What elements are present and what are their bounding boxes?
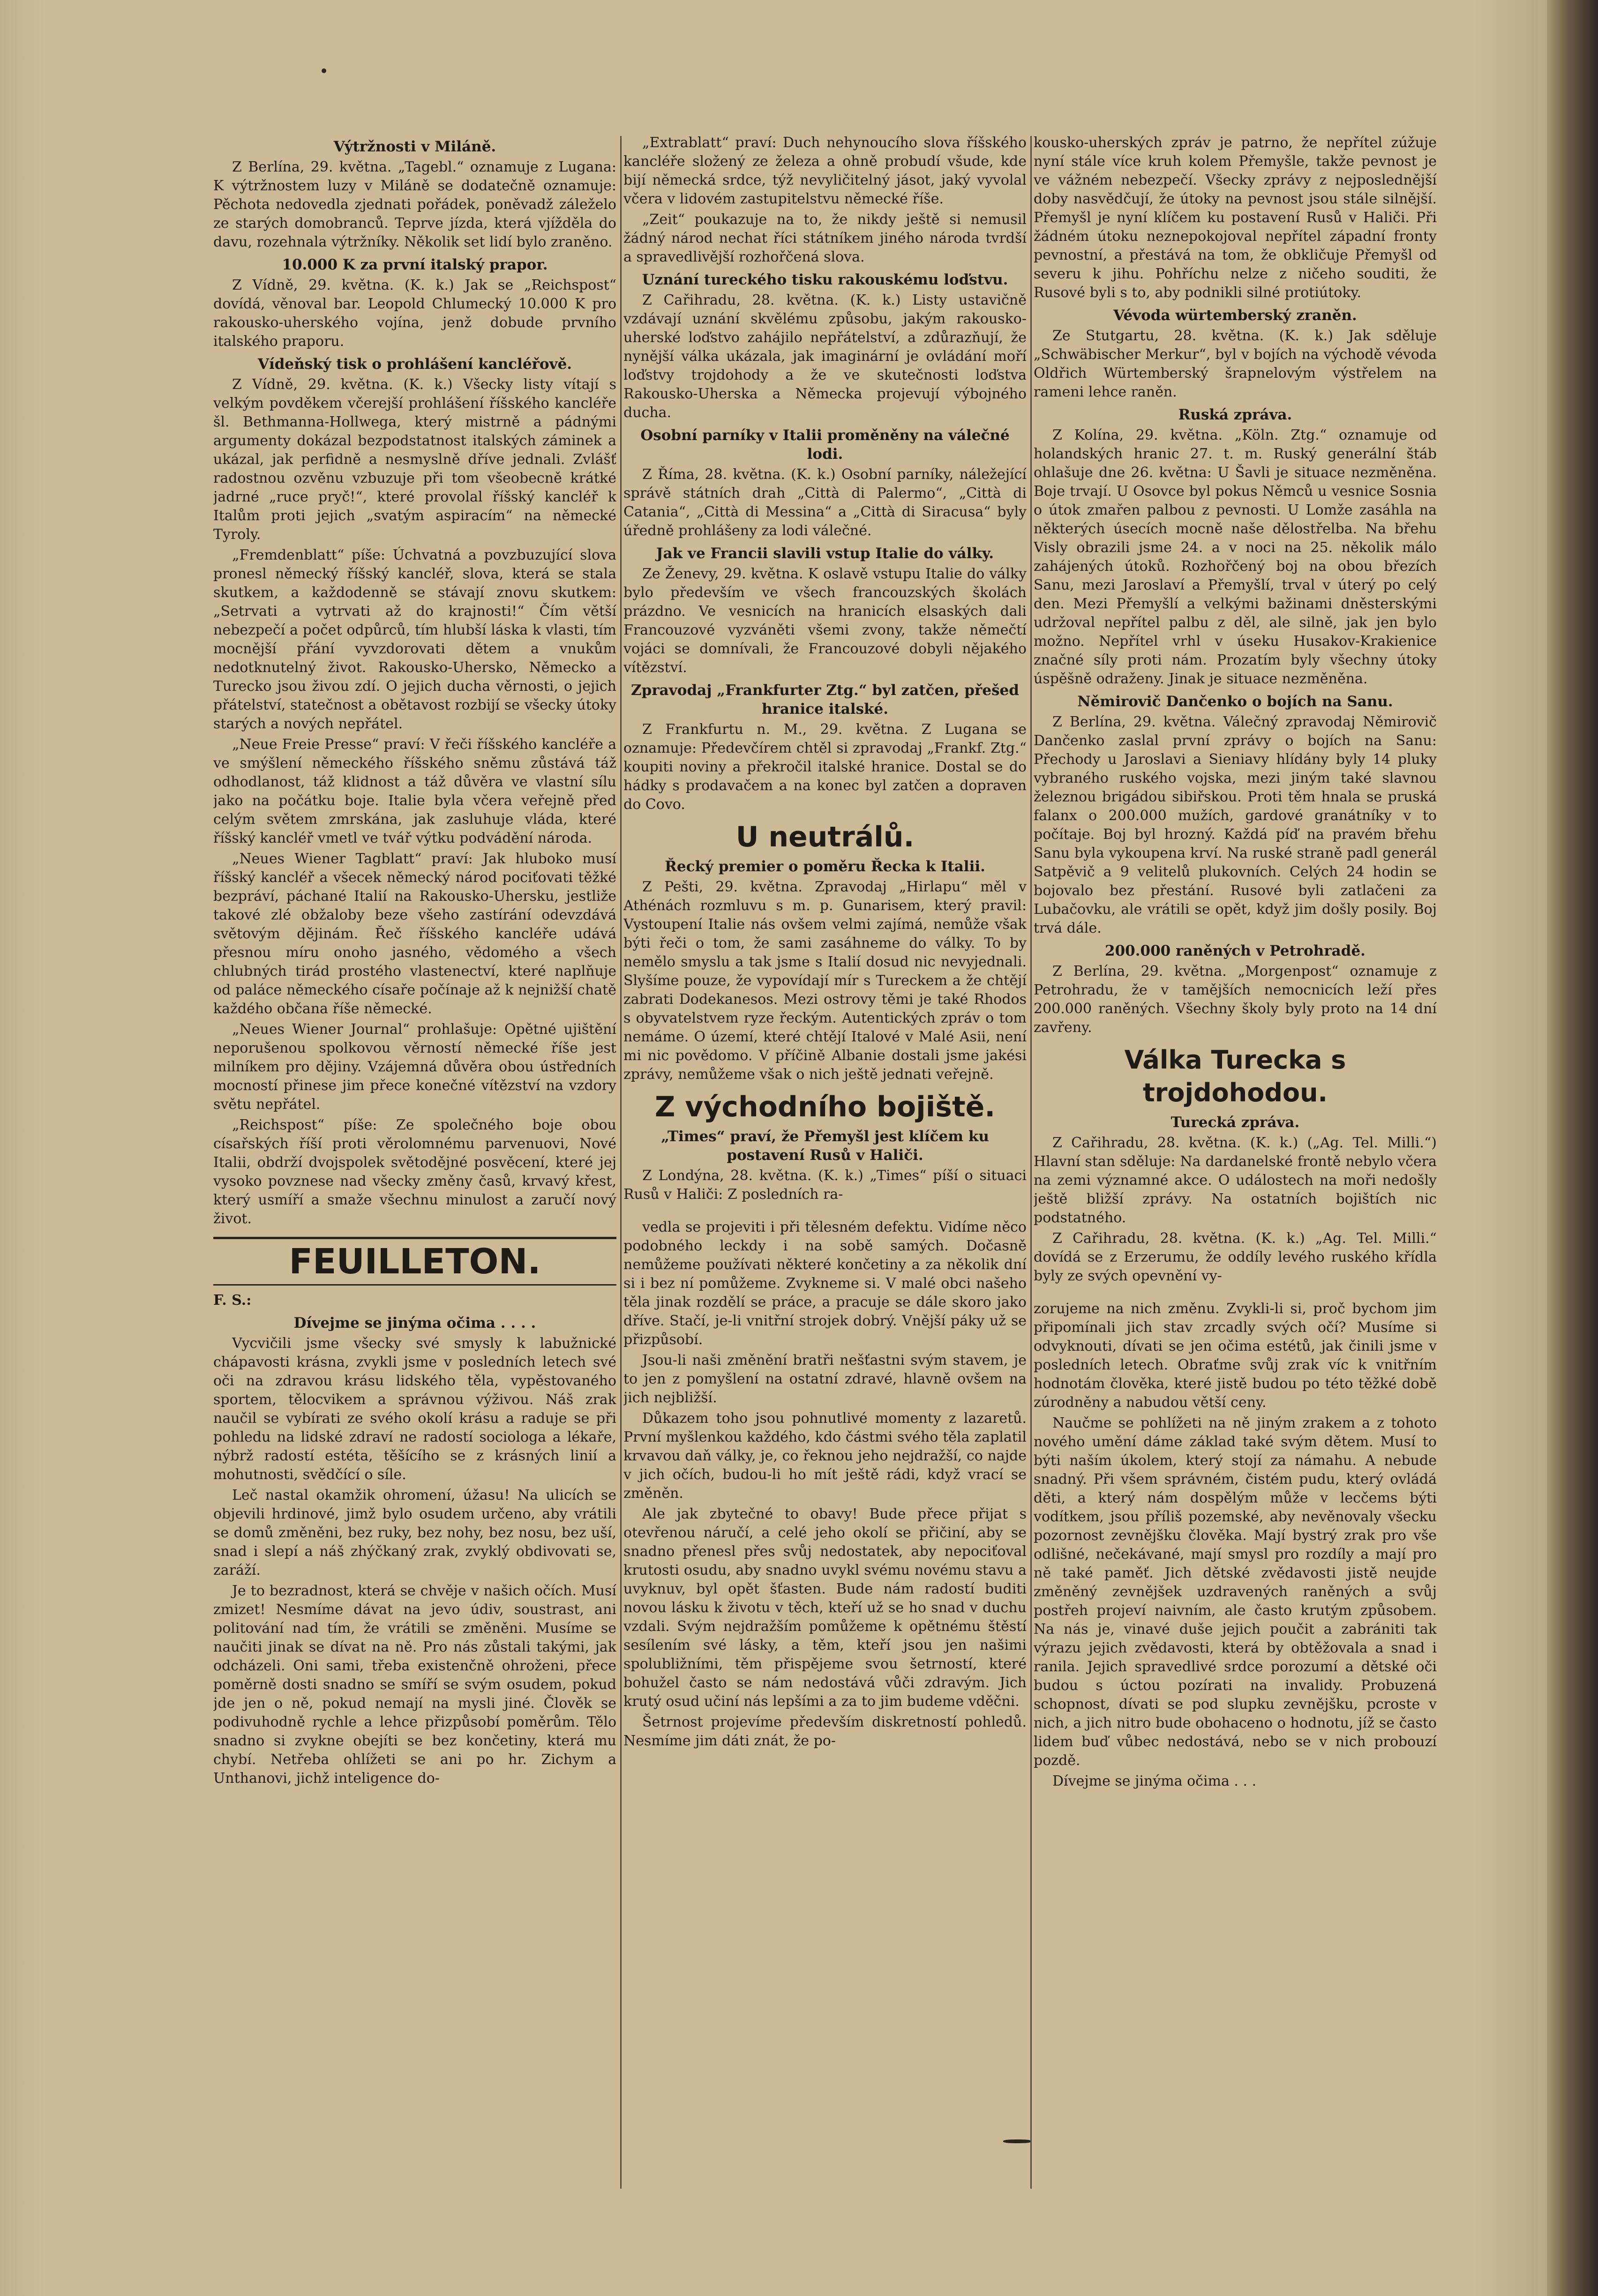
- article-paragraph: „Neue Freie Presse“ praví: V řeči říšského kancléře a ve smýšlení německého říšského sněmu zůstává táž odhodlanost, táž klidnost a táž důvěra ve vlastní sílu jako na počátku boje. Italie byla včera veřejně před celým světem zmrskána, jak zasluhuje vláda, které říšský kancléř vmetl ve tvář výtku podvádění národa.: [213, 736, 616, 846]
- article-paragraph: „Neues Wiener Tagblatt“ praví: Jak hluboko musí říšský kancléř a všecek německý národ pociťovati těžké bezpráví, páchané Italií na Rakousko-Uhersku, jestliže takové zlé obžaloby beze všeho zastírání odevzdává světovým dějinám. Řeč říšského kancléře udává přesnou míru onoho jasného, vědomého a všech chlubných tirád prostého vlastenectví, které naplňuje od paláce německého císaře počínaje až k nejnižší chatě každého občana říše německé.: [213, 851, 616, 1017]
- article-paragraph: Důkazem toho jsou pohnutlivé momenty z lazaretů. První myšlenkou každého, kdo částmi svého těla zaplatil krvavou daň války, je, co řeknou jeho nejdražší, co najde v jich očích, budou-li ho mít ještě rádi, když vrací se změněn.: [623, 1410, 1027, 1502]
- article-paragraph: Z Londýna, 28. května. (K. k.) „Times“ píší o situaci Rusů v Haliči: Z posledních ra-: [623, 1167, 1027, 1203]
- article-paragraph: Z Vídně, 29. května. (K. k.) Všecky listy vítají s velkým povděkem včerejší prohlášení říšského kancléře šl. Bethmanna-Hollwega, který mistrně a pádnými argumenty dokázal bezpodstatnost italských záminek a ukázal, jak perfidně a nesmyslně dříve jednali. Zvlášť radostnou ozvěnu vzbuzuje při tom všeobecně krátké jadrné „ruce pryč!“, které provolal říšský kancléř k Italům proti jejich „svatým aspiracím“ na německé Tyroly.: [213, 376, 616, 543]
- article-paragraph: kousko-uherských zpráv je patrno, že nepřítel zúžuje nyní stále více kruh kolem Přemyšle, takže pevnost je ve vážném nebezpečí. Všecky zprávy z nejposlednější doby nasvědčují, že útoky na pevnost jsou stále silnější. Přemyšl je nyní klíčem ku postavení Rusů v Haliči. Při žádném útoku neznepokojoval nepřítel západní fronty pevnostní, a přestává na tom, že obkličuje Přemyšl od severu k jihu. Pohříchu nelze z ničeho souditi, že Rusové byli s to, aby podnikli silné protiútoky.: [1034, 135, 1437, 301]
- article-paragraph: Z Pešti, 29. května. Zpravodaj „Hirlapu“ měl v Athénách rozmluvu s m. p. Gunarisem, který pravil: Vystoupení Italie nás ovšem velmi zajímá, nemůže však býti řeči o tom, že sami zasáhneme do války. To by nemělo smyslu a tak jsme s Italií dosud nic nevyjednali. Slyšíme pouze, že vypovídají mír s Tureckem a že chtějí zabrati Dodekanesos. Mezi ostrovy těmi je také Rhodos s obyvatelstvem ryze řeckým. Autentických zpráv o tom nemáme. O území, které chtějí Italové v Malé Asii, není mi nic povědomo. V příčině Albanie dostali jsme jakési zprávy, nemůžeme však o nich ještě jednati veřejně.: [623, 879, 1027, 1083]
- section-heading: U neutrálů.: [735, 821, 915, 853]
- headline: Výtržnosti v Miláně.: [333, 138, 496, 155]
- ink-dot: [322, 68, 326, 73]
- article-paragraph: Ze Stutgartu, 28. května. (K. k.) Jak sděluje „Schwäbischer Merkur“, byl v bojích na východě vévoda Oldřich Würtemberský šrapnelovým výstřelem na rameni lehce raněn.: [1034, 328, 1437, 400]
- headline: Jak ve Francii slavili vstup Italie do války.: [656, 545, 994, 562]
- headline: Řecký premier o poměru Řecka k Italii.: [665, 858, 985, 875]
- column-1: [213, 134, 616, 2196]
- article-paragraph: Ze Ženevy, 29. května. K oslavě vstupu Italie do války bylo především ve všech francouzských školách prázdno. Ve vesnicích na hranicích elsaských dali Francouzové vyzváněti všemi zvony, takže němečtí vojáci se domnívali, že Francouzové dobyli nějakého vítězství.: [623, 566, 1027, 676]
- headline: Němirovič Dančenko o bojích na Sanu.: [1077, 693, 1393, 710]
- column-2: [623, 134, 1027, 2196]
- article-paragraph: Z Cařihradu, 28. května. (K. k.) „Ag. Tel. Milli.“ dovídá se z Erzerumu, že oddíly levého ruského křídla byly ze svých opevnění vy-: [1034, 1230, 1437, 1284]
- article-paragraph: vedla se projeviti i při tělesném defektu. Vidíme něco podobného leckdy i na sobě samých. Dočasně nemůžeme používati některé končetiny a za několik dní si i bez ní pomůžeme. Zvykneme si. V malé obci našeho těla jinak rozdělí se práce, a pracuje se dále skoro jako dříve. Stačí, je-li vnitřní strojek dobrý. Vnější páky už se přizpůsobí.: [623, 1219, 1027, 1348]
- column-rule: [620, 136, 622, 2189]
- headline: Ruská zpráva.: [1178, 406, 1292, 423]
- article-paragraph: „Extrablatt“ praví: Duch nehynoucího slova říšského kancléře složený ze železa a ohně probudí všude, kde bijí německá srdce, týž nevyličitelný jásot, jaký vyvolal včera v lidovém zastupitelstvu německé říše.: [623, 135, 1027, 207]
- feuilleton-heading: FEUILLETON.: [213, 1237, 616, 1286]
- article-paragraph: Z Cařihradu, 28. května. (K. k.) („Ag. Tel. Milli.“) Hlavní stan sděluje: Na dardanelské frontě nebylo včera na zemi významné akce. O událostech na moři nedošly ještě bližší zprávy. Na ostatních bojištích nic podstatného.: [1034, 1135, 1437, 1226]
- headline: Dívejme se jinýma očima . . . .: [293, 1315, 536, 1331]
- page-edge: [1547, 0, 1598, 2296]
- headline: 10.000 K za první italský prapor.: [282, 256, 548, 273]
- headline: Vídeňský tisk o prohlášení kancléřově.: [257, 356, 572, 373]
- article-paragraph: Z Cařihradu, 28. května. (K. k.) Listy ustavičně vzdávají uznání skvělému způsobu, jakým rakousko-uherské loďstvo zahájilo nepřátelství, a zdůrazňují, že nynější válka ukázala, jak imaginární je ovládání moří loďstvy trojdohody a že ve skutečnosti loďstva Rakousko-Uherska a Německa projevují výbojného ducha.: [623, 292, 1027, 421]
- article-paragraph: „Zeit“ poukazuje na to, že nikdy ještě si nemusil žádný národ nechat říci státníkem jiného národa tvrdší a spravedlivější rozhořčená slova.: [623, 211, 1027, 265]
- article-paragraph: Z Frankfurtu n. M., 29. května. Z Lugana se oznamuje: Předevčírem chtěl si zpravodaj „Frankf. Ztg.“ koupiti noviny a překročil italské hranice. Dostal se do hádky s prodavačem a na konec byl zatčen a dopraven do Covo.: [623, 721, 1027, 813]
- article-paragraph: Leč nastal okamžik ohromení, úžasu! Na ulicích se objevili hrdinové, jimž bylo osudem určeno, aby vrátili se domů změněni, bez ruky, bez nohy, bez nosu, bez uší, snad i slepí a náš zhýčkaný zrak, zvyklý obdivovati se, zaráží.: [213, 1487, 616, 1578]
- headline: Zpravodaj „Frankfurter Ztg.“ byl zatčen, přešed hranice italské.: [631, 682, 1019, 718]
- article-paragraph: Ale jak zbytečné to obavy! Bude přece přijat s otevřenou náručí, a celé jeho okolí se přičiní, aby se snadno přenesl přes svůj nedostatek, aby nepociťoval krutosti osudu, aby snadno uvykl svému novému stavu a uvyknuv, byl opět šťasten. Bude nám radostí buditi novou lásku k životu v těch, kteří už se ho snad v duchu vzdali. Svým nejdražším pomůžeme k opětnému štěstí sesílením své lásky, a těm, kteří jsou jen našimi spolubližními, těm přispějeme svou šetrností, které bohužel často se nám nedostává vůči zdravým. Jich krutý osud učiní nás lepšími a za to jim budeme vděčni.: [623, 1506, 1027, 1710]
- article-paragraph: Z Berlína, 29. května. „Morgenpost“ oznamuje z Petrohradu, že v tamějších nemocnicích leží přes 200.000 raněných. Všechny školy byly proto na 14 dní zavřeny.: [1034, 963, 1437, 1036]
- column-3: [1034, 134, 1437, 2196]
- article-paragraph: Vycvičili jsme všecky své smysly k labužnické chápavosti krásna, zvykli jsme v posledních letech své oči na zdravou krásu lidského těla, vypěstovaného sportem, tělocvikem a správnou výživou. Náš zrak naučil se vybírati ze svého okolí krásu a raduje se při pohledu na lidské zdraví ne radostí sociologa a lékaře, nýbrž radostí estéta, těšícího se z krásných linií a mohutnosti, svědčící o síle.: [213, 1335, 616, 1483]
- headline: Uznání tureckého tisku rakouskému loďstvu.: [642, 271, 1008, 288]
- headline: Osobní parníky v Italii proměněny na válečné lodi.: [640, 427, 1010, 463]
- article-paragraph: zorujeme na nich změnu. Zvykli-li si, proč bychom jim připomínali jich stav zrcadly svých očí? Musíme si odvyknouti, dívati se jen očima estétů, jak činili jsme v posledních letech. Obraťme svůj zrak víc k vnitřním hodnotám člověka, které jistě budou po této těžké době zúrodněny a nabudou větší ceny.: [1034, 1301, 1437, 1411]
- article-paragraph: Z Říma, 28. května. (K. k.) Osobní parníky, náležející správě státních drah „Città di Palermo“, „Città di Catania“, „Città di Messina“ a „Città di Siracusa“ byly úředně prohlášeny za lodi válečné.: [623, 466, 1027, 539]
- article-paragraph: Naučme se pohlížeti na ně jiným zrakem a z tohoto nového umění dáme základ také svým dětem. Musí to býti naším úkolem, který stojí za námahu. A nebude snadný. Při všem správném, čistém pudu, který ovládá děti, a který nám dospělým může v lecčems býti vodítkem, jsou příliš pozemské, aby nevěnovaly všecku pozornost zevnějšku člověka. Mají bystrý zrak pro vše odlišné, nečekávané, mají smysl pro rozdíly a mají pro ně také paměť. Jich dětské zvědavosti jistě neujde změněný zevnějšek uzdravených raněných a svůj postřeh projeví naivním, ale často krutým způsobem. Na nás je, vinavé duše jejich poučit a zabrániti tak výrazu jejich zvědavosti, která by obtěžovala a snad i ranila. Jejich spravedlivé srdce porozumí a dětské oči budou s úctou pozírati na invalidy. Probuzená schopnost, dívati se pod slupku zevnějšku, pcroste v nich, a jich nitro bude obohaceno o hodnotu, jíž se často lidem buď vůbec nedostává, nebo se v nich probouzí pozdě.: [1034, 1415, 1437, 1769]
- headline: Vévoda würtemberský zraněn.: [1113, 307, 1357, 324]
- article-paragraph: Je to bezradnost, která se chvěje v našich očích. Musí zmizet! Nesmíme dávat na jevo údiv, soustrast, ani politování nad tím, že vrátili se změněni. Musíme se naučiti jinak se dívat na ně. Pro nás zůstali takými, jak odcházeli. Oni sami, třeba existenčně ohroženi, přece poměrně dosti snadno se smíří se svým osudem, pokud jde jen o ně, pokud nemají na mysli jiné. Člověk se podivuhodně rychle a lehce přizpůsobí poměrům. Tělo snadno si zvykne obejíti se bez končetiny, která mu chybí. Netřeba ohlížeti se ani po hr. Zichym a Unthanovi, jichž inteligence do-: [213, 1583, 616, 1787]
- article-paragraph: Z Vídně, 29. května. (K. k.) Jak se „Reichspost“ dovídá, věnoval bar. Leopold Chlumecký 10.000 K pro rakousko-uherského vojína, jenž dobude prvního italského praporu.: [213, 277, 616, 350]
- article-paragraph: „Fremdenblatt“ píše: Úchvatná a povzbuzující slova pronesl německý říšský kancléř, slova, která se stala skutkem, a každodenně se stávají znovu skutkem: „Setrvati a vytrvati až do krajnosti!“ Čím větší nebezpečí a počet odpůrců, tím hlubší láska k vlasti, tím mocnější přání vyvzdorovati dětem a vnukům nedotknutelný život. Rakousko-Uhersko, Německo a Turecko jsou živou zdí. O jejich ducha věrnosti, o jejich přátelství, statečnost a obětavost rozbijí se všecky útoky starých a nových nepřátel.: [213, 547, 616, 732]
- article-paragraph: Jsou-li naši změnění bratři nešťastni svým stavem, je to jen z pomyšlení na ostatní zdravé, hlavně ovšem na jich nejbližší.: [623, 1352, 1027, 1406]
- author-byline: F. S.:: [213, 1292, 252, 1309]
- article-paragraph: Z Berlína, 29. května. Válečný zpravodaj Němirovič Dančenko zaslal první zprávy o bojích na Sanu: Přechody u Jaroslavi a Sieniavy hlídány byly 14 pluky vybraného ruského vojska, mezi jiným také slavnou železnou brigádou sibiřskou. Proti těm hnala se pruská falanx o 200.000 mužích, gardové granátníky v to počítaje. Boj byl hrozný. Každá píď na pravém břehu Sanu byla vykoupena krví. Na ruské straně padl generál Satpěvič a 9 velitelů plukovních. Celých 24 hodin se bojovalo bez přestání. Rusové byli zatlačeni za Lubačovku, ale vrátili se opět, když jim došly posily. Boj trvá dále.: [1034, 714, 1437, 936]
- article-paragraph: „Neues Wiener Journal“ prohlašuje: Opětné ujištění neporušenou spolkovou věrností německé říše jest milníkem pro dějiny. Vzájemná důvěra obou ústředních mocností přinese jim přece konečné vítězství na vzdory světu nepřátel.: [213, 1021, 616, 1113]
- section-heading: Z východního bojiště.: [654, 1091, 996, 1123]
- article-paragraph: „Reichspost“ píše: Ze společného boje obou císařských říší proti věrolomnému parvenuovi, Nové Italii, obdrží dvojspolek světodějné posvěcení, které jej vysoko povznese nad všecky změny časů, krvavý křest, který usmíří a smaže všechnu minulost a zaručí nový život.: [213, 1117, 616, 1227]
- headline: 200.000 raněných v Petrohradě.: [1105, 942, 1365, 959]
- article-paragraph: Šetrnost projevíme především diskretností pohledů. Nesmíme jim dáti znát, že po-: [623, 1714, 1027, 1749]
- headline: „Times“ praví, že Přemyšl jest klíčem ku postavení Rusů v Haliči.: [661, 1128, 989, 1164]
- article-paragraph: Dívejme se jinýma očima . . .: [1052, 1773, 1257, 1789]
- article-paragraph: Z Kolína, 29. května. „Köln. Ztg.“ oznamuje od holandských hranic 27. t. m. Ruský generální štáb ohlašuje dne 26. května: U Šavli je situace nezměněna. Boje trvají. U Osovce byl pokus Němců u vesnice Sosnia o útok zmařen palbou z pevnosti. U Lomže zasáhla na některých úsecích mocně naše dělostřelba. Na břehu Visly obrazili jsme 24. a v noci na 25. několik málo zahájených útoků. Rozhořčený boj na obou březích Sanu, mezi Jaroslaví a Přemyšlí, trval v úterý po celý den. Mezi Přemyšlí a velkými bažinami dněsterskými udržoval nepřítel palbu z děl, ale silně, jak jen bylo možno. Nepřítel vrhl v úseku Husakov-Krakienice značné síly proti nám. Prozatím byly všechny útoky úspěšně odraženy. Jinak je situace nezměněna.: [1034, 427, 1437, 687]
- article-paragraph: Z Berlína, 29. května. „Tagebl.“ oznamuje z Lugana: K výtržnostem luzy v Miláně se dodatečně oznamuje: Pěchota nedovedla zjednati pořádek, poněvadž záleželo ze starých domobranců. Teprve jízda, která vjížděla do davu, rozehnala výtržníky. Několik set lidí bylo zraněno.: [213, 159, 616, 250]
- section-heading: Válka Turecka s trojdohodou.: [1124, 1045, 1346, 1107]
- column-rule: [1030, 136, 1032, 2189]
- headline: Turecká zpráva.: [1170, 1114, 1300, 1131]
